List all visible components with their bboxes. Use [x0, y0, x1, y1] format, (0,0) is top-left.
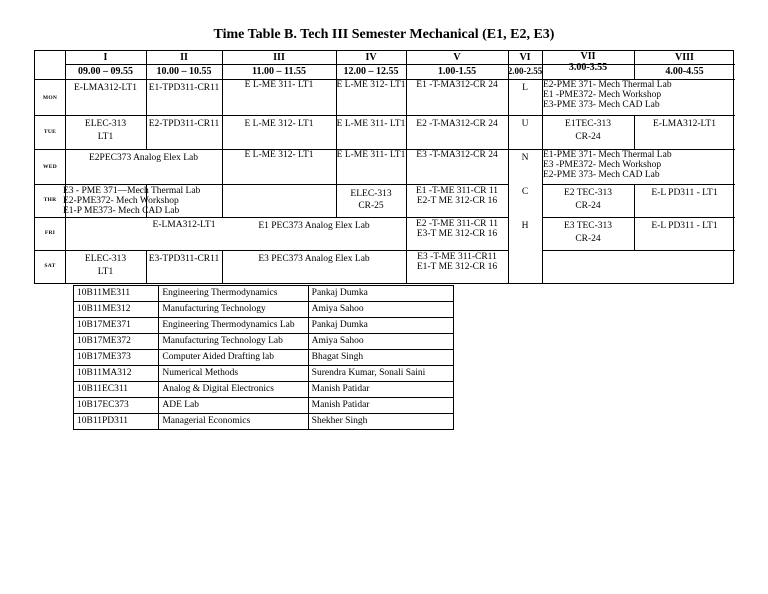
course-faculty: Amiya Sahoo: [308, 302, 453, 318]
course-name: Engineering Thermodynamics: [159, 286, 308, 302]
course-code: 10B11EC311: [74, 382, 159, 398]
course-code: 10B11MA312: [74, 366, 159, 382]
period-num-1: I: [103, 52, 108, 63]
wed-lab-3: E2-PME 373- Mech CAD Lab: [543, 170, 660, 180]
sat-p2: E3-TPD311-CR11: [148, 253, 220, 264]
thr-p7-line1: E2 TEC-313: [563, 188, 613, 198]
course-code: 10B17EC373: [74, 398, 159, 414]
mon-lab-2: E1 -PME372- Mech Workshop: [543, 90, 662, 100]
sat-p5: [406, 250, 508, 274]
tue-p7-line2: CR-24: [575, 132, 601, 142]
table-row: [74, 302, 454, 318]
thr-p5-line1: E1 -T-ME 311-CR 11: [415, 186, 499, 196]
sat-p1-line2: LT1: [97, 267, 114, 277]
course-name: Manufacturing Technology Lab: [159, 334, 308, 350]
period-num-3: III: [273, 52, 285, 63]
period-num-8: VIII: [675, 52, 694, 63]
wed-lab-1: E1-PME 371- Mech Thermal Lab: [543, 150, 672, 160]
course-name: Manufacturing Technology: [159, 302, 308, 318]
lunch-letter: H: [521, 220, 529, 231]
course-code: 10B11ME312: [74, 302, 159, 318]
period-num-4: IV: [365, 52, 377, 63]
course-name: Managerial Economics: [159, 414, 308, 430]
sat-p34: E3 PEC373 Analog Elex Lab: [258, 253, 370, 264]
tue-p1: [65, 117, 146, 145]
period-time-5: 1.00-1.55: [437, 66, 477, 77]
thr-p7: [542, 186, 634, 214]
fri-p2: E-LMA312-LT1: [152, 219, 216, 230]
fri-p7-line2: CR-24: [575, 234, 601, 244]
tue-p7: [542, 117, 634, 145]
period-time-6: 2.00-2.55: [508, 66, 542, 76]
course-code: 10B17ME372: [74, 334, 159, 350]
fri-p7: [542, 219, 634, 247]
page-title: Time Table B. Tech III Semester Mechanical (E1, E2, E3): [213, 27, 555, 42]
table-row: [74, 350, 454, 366]
course-name: Analog & Digital Electronics: [159, 382, 308, 398]
wed-p12: E2PEC373 Analog Elex Lab: [89, 152, 198, 163]
thr-p4: [336, 186, 406, 214]
course-table: [73, 285, 454, 430]
table-row: [74, 382, 454, 398]
mon-p4: E L-ME 312- LT1: [336, 79, 406, 90]
mon-lab-3: E3-PME 373- Mech CAD Lab: [543, 100, 660, 110]
tue-p3: E L-ME 312- LT1: [244, 118, 314, 129]
tue-p8: E-LMA312-LT1: [653, 118, 716, 129]
course-faculty: Surendra Kumar, Sonali Saini: [308, 366, 453, 382]
thr-lab-3: E1-P ME373- Mech CAD Lab: [63, 205, 180, 216]
course-code: 10B11ME311: [74, 286, 159, 302]
period-time-7: 3.00-3.55: [568, 62, 608, 73]
course-name: ADE Lab: [159, 398, 308, 414]
thr-lab: [63, 184, 223, 217]
tue-p7-line1: E1TEC-313: [565, 119, 611, 129]
tue-p1-line2: LT1: [97, 132, 114, 142]
tue-p5: E2 -T-MA312-CR 24: [416, 118, 498, 129]
day-tue: TUE: [43, 129, 57, 135]
table-row: [74, 318, 454, 334]
fri-p5-line1: E2 -T-ME 311-CR 11: [415, 219, 499, 229]
mon-p3: E L-ME 311- LT1: [244, 79, 314, 90]
course-faculty: Shekher Singh: [308, 414, 453, 430]
fri-p34: E1 PEC373 Analog Elex Lab: [258, 220, 370, 231]
lunch-letter: L: [522, 82, 528, 93]
table-row: [74, 398, 454, 414]
thr-lab-2: E2-PME372- Mech Workshop: [63, 195, 179, 206]
tue-p1-line1: ELEC-313: [84, 119, 127, 129]
table-row: [74, 286, 454, 302]
mon-lab: [543, 80, 735, 114]
fri-p5: [406, 217, 508, 241]
mon-lab-1: E2-PME 371- Mech Thermal Lab: [543, 80, 672, 90]
thr-p5-line2: E2-T ME 312-CR 16: [416, 196, 498, 206]
course-name: Computer Aided Drafting lab: [159, 350, 308, 366]
thr-lab-1: E3 - PME 371—Mech Thermal Lab: [63, 185, 201, 196]
lunch-letter: U: [521, 118, 529, 129]
fri-p8: E-L PD311 - LT1: [651, 220, 718, 231]
period-num-6: VI: [519, 52, 531, 63]
course-code: 10B17ME373: [74, 350, 159, 366]
wed-p5: E3 -T-MA312-CR 24: [416, 149, 498, 160]
sat-p1: [65, 252, 146, 280]
period-time-2: 10.00 – 10.55: [156, 66, 212, 77]
mon-p5: E1 -T-MA312-CR 24: [416, 79, 498, 90]
fri-p5-line2: E3-T ME 312-CR 16: [416, 229, 498, 239]
course-faculty: Manish Patidar: [308, 398, 453, 414]
tue-p2: E2-TPD311-CR11: [148, 118, 220, 129]
mon-p2: E1-TPD311-CR11: [148, 82, 220, 93]
course-name: Engineering Thermodynamics Lab: [159, 318, 308, 334]
tue-p4: E L-ME 311- LT1: [336, 118, 406, 129]
period-time-4: 12.00 – 12.55: [343, 66, 399, 77]
course-faculty: Pankaj Dumka: [308, 286, 453, 302]
course-name: Numerical Methods: [159, 366, 308, 382]
timetable-grid: [34, 50, 734, 284]
course-code: 10B17ME371: [74, 318, 159, 334]
day-wed: WED: [42, 164, 58, 170]
course-faculty: Amiya Sahoo: [308, 334, 453, 350]
table-row: [74, 334, 454, 350]
thr-p7-line2: CR-24: [575, 201, 601, 211]
table-row: [74, 414, 454, 430]
wed-lab-2: E3 -PME372- Mech Workshop: [543, 160, 662, 170]
thr-p5: [406, 184, 508, 208]
lunch-letter: N: [521, 152, 529, 163]
course-faculty: Bhagat Singh: [308, 350, 453, 366]
period-num-5: V: [453, 52, 461, 63]
mon-p1: E-LMA312-LT1: [74, 82, 137, 93]
course-faculty: Pankaj Dumka: [308, 318, 453, 334]
day-sat: SAT: [44, 263, 56, 269]
wed-p3: E L-ME 312- LT1: [244, 149, 314, 160]
thr-p4-line2: CR-25: [358, 201, 384, 211]
sat-p5-line2: E1-T ME 312-CR 16: [416, 262, 498, 272]
thr-p8: E-L PD311 - LT1: [651, 187, 718, 198]
table-row: [74, 366, 454, 382]
sat-p5-line1: E3 -T-ME 311-CR11: [417, 252, 497, 262]
fri-p7-line1: E3 TEC-313: [563, 221, 613, 231]
period-time-1: 09.00 – 09.55: [78, 66, 133, 77]
sat-p1-line1: ELEC-313: [84, 254, 127, 264]
course-faculty: Manish Patidar: [308, 382, 453, 398]
wed-p4: E L-ME 311- LT1: [336, 149, 406, 160]
day-fri: FRI: [44, 230, 56, 236]
period-num-7: VII: [580, 51, 596, 62]
day-thr: THR: [43, 197, 57, 203]
course-code: 10B11PD311: [74, 414, 159, 430]
period-num-2: II: [180, 52, 188, 63]
day-mon: MON: [42, 95, 58, 101]
lunch-letter: C: [521, 186, 529, 197]
period-time-8: 4.00-4.55: [665, 66, 704, 77]
thr-p4-line1: ELEC-313: [350, 189, 392, 199]
wed-lab: [543, 150, 735, 183]
period-time-3: 11.00 – 11.55: [252, 66, 306, 77]
